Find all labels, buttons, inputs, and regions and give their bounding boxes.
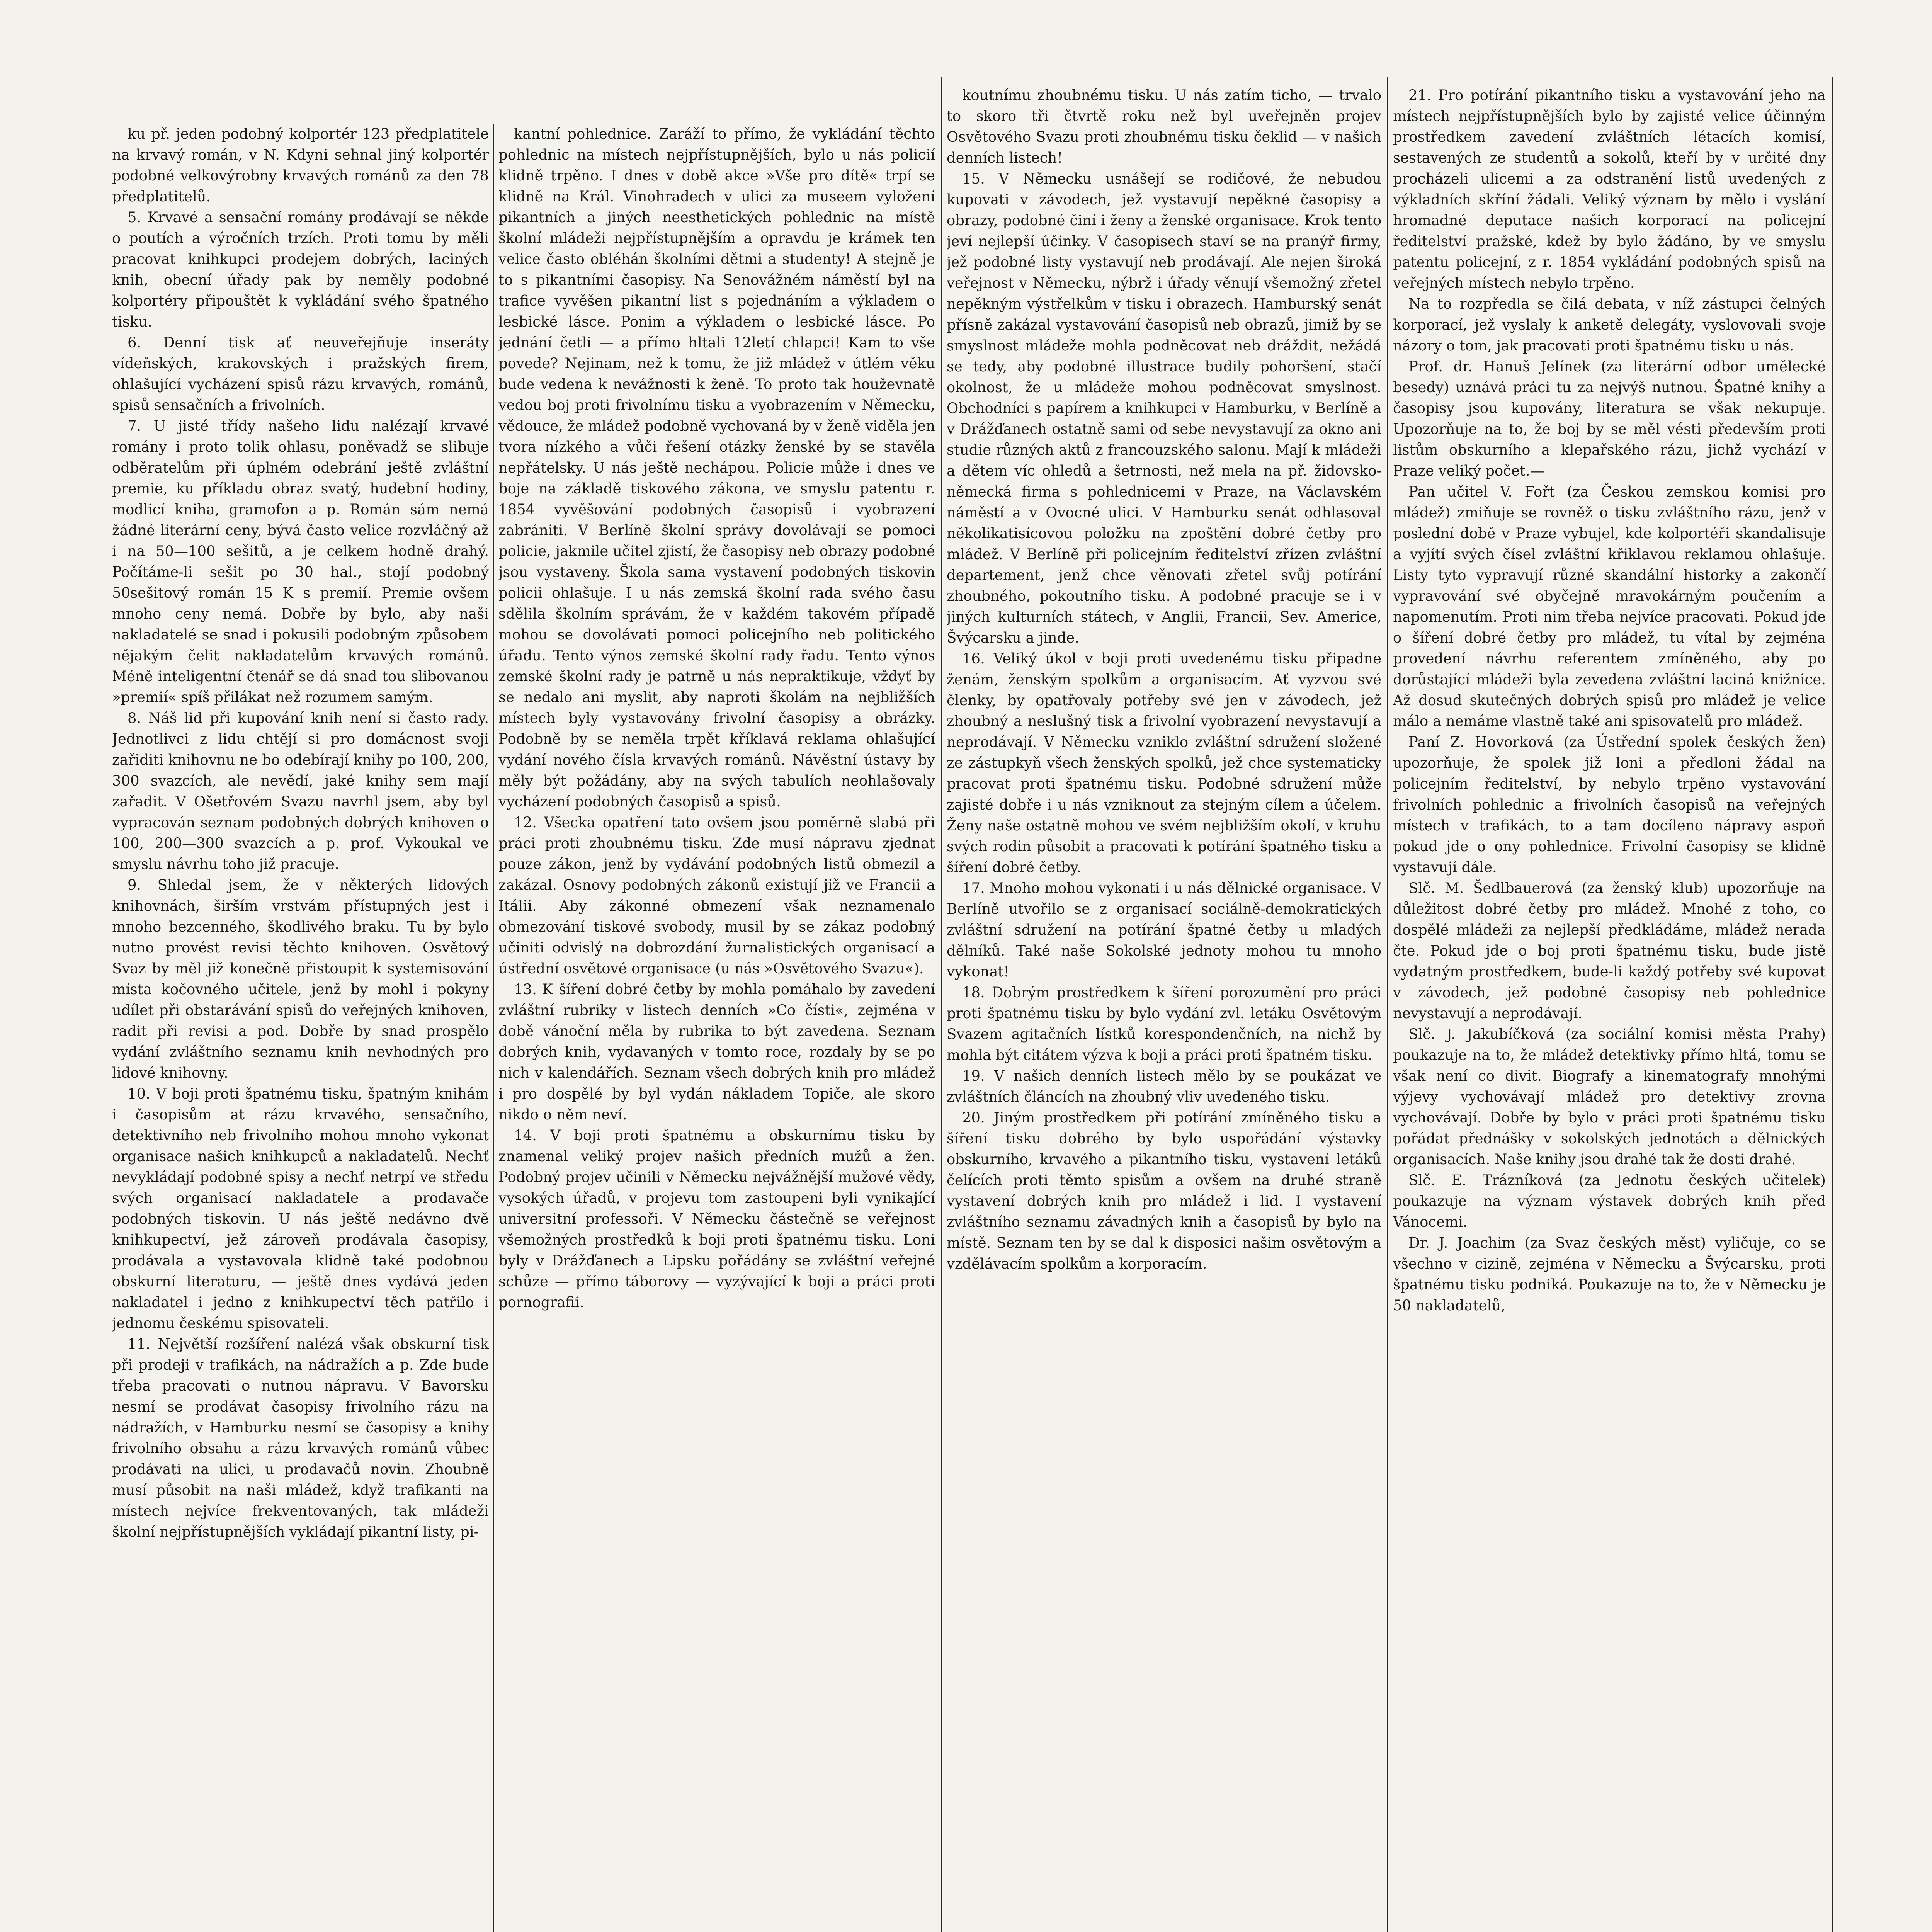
paragraph: 6. Denní tisk ať neuveřejňuje inseráty vídeňských, krakovských i pražských firem, ohlašující vycházení spisů rázu krvavých, románů, spisů sensačních a frivolních. <box>112 334 489 413</box>
paragraph: koutnímu zhoubnému tisku. U nás zatím ticho, — trvalo to skoro tři čtvrtě roku než byl uveřejněn projev Osvětového Svazu proti zhoubnému tisku čeklid — v našich denních listech! <box>947 87 1381 166</box>
column-rule <box>1832 77 1833 1932</box>
column-rule <box>1387 77 1388 1932</box>
paragraph: Na to rozpředla se čilá debata, v níž zástupci čelných korporací, jež vyslaly k anketě delegáty, vyslovovali svoje názory o tom, jak pracovati proti špatnému tisku u nás. <box>1393 296 1826 354</box>
paragraph: 10. V boji proti špatnému tisku, špatným knihám i časopisům at rázu krvavého, sensačního, detektivního neb frivolního mohou mnoho vykonat organisace našich knihkupců a nakladatelů. Nechť nevykládají podobné spisy a nechť netrpí ve středu svých organisací nakladatele a prodavače podobných tiskovin. U nás ještě nedávno dvě knihkupectví, jež zároveň prodávala časopisy, prodávala a vystavovala klidně také podobnou obskurní literaturu, — ještě dnes vydává jeden nakladatel i jedno z knihkupectví těch patřilo i jednomu českému spisovateli. <box>112 1085 489 1332</box>
paragraph: Slč. J. Jakubíčková (za sociální komisi města Prahy) poukazuje na to, že mládež detektivky přímo hltá, tomu se však není co divit. Biografy a kinematografy mnohými výjevy vychovávají mládež pro detektivy zrovna vychovávají. Dobře by bylo v práci proti špatnému tisku pořádat přednášky v sokolských jednotách a dělnických organisacích. Naše knihy jsou drahé tak že dosti drahé. <box>1393 1026 1826 1168</box>
article-column-2 <box>498 124 935 1932</box>
paragraph: 12. Všecka opatření tato ovšem jsou poměrně slabá při práci proti zhoubnému tisku. Zde musí nápravu zjednat pouze zákon, jenž by vydávání podobných listů obmezil a zakázal. Osnovy podobných zákonů existují již ve Francii a Itálii. Aby zákonné obmezení však neznamenalo obmezování tiskové svobody, musil by se zákaz podobný učiniti odvislý na dobrozdání žurnalistických organisací a ústřední osvětové organisace (u nás »Osvětového Svazu«). <box>498 814 935 977</box>
column-rule <box>941 77 942 1932</box>
paragraph: Pan učitel V. Fořt (za Českou zemskou komisi pro mládež) zmiňuje se rovněž o tisku zvláštního rázu, jenž v poslední době v Praze vybujel, kde kolportéři skandalisuje a vyjítí svých čísel zvláštní křiklavou reklamou ohlašuje. Listy tyto vypravují různé skandální historky a zakončí vypravování své obyčejně mravokárným poučením a napomenutím. Proti nim třeba nejvíce pracovati. Pokud jde o šíření dobré četby pro mládež, tu vítal by zejména provedení návrhu referentem zmíněného, aby po dorůstající mládeži byla zevedena zvláštní laciná knižnice. Až dosud skutečných dobrých spisů pro mládež je velice málo a nemáme vlastně také ani spisovatelů pro mládež. <box>1393 483 1826 730</box>
paragraph: Prof. dr. Hanuš Jelínek (za literární odbor umělecké besedy) uznává práci tu za nejvýš nutnou. Špatné knihy a časopisy jsou kupovány, literatura se však nekupuje. Upozorňuje na to, že boj by se měl vésti především proti listům obskurního a klepařského rázu, jichž vychází v Praze veliký počet.— <box>1393 358 1826 479</box>
paragraph: ku př. jeden podobný kolportér 123 předplatitele na krvavý román, v N. Kdyni sehnal jiný kolportér podobné velkovýrobny krvavých románů za den 78 předplatitelů. <box>112 126 489 205</box>
article-column-3 <box>947 85 1381 1932</box>
paragraph: 17. Mnoho mohou vykonati i u nás dělnické organisace. V Berlíně utvořilo se z organisací sociálně-demokratických zvláštní sdružení na potírání špatné četby u mladých dělníků. Také naše Sokolské jednoty mohou tu mnoho vykonat! <box>947 880 1381 980</box>
paragraph: 18. Dobrým prostředkem k šíření porozumění pro práci proti špatnému tisku by bylo vydání zvl. letáku Osvětovým Svazem agitačních lístků korespondenčních, na nichž by mohla být citátem výzva k boji a práci proti špatném tisku. <box>947 984 1381 1063</box>
paragraph: 15. V Německu usnášejí se rodičové, že nebudou kupovati v závodech, jež vystavují nepěkné časopisy a obrazy, podobné činí i ženy a ženské organisace. Krok tento jeví nejlepší účinky. V časopisech staví se na pranýř firmy, jež podobné listy vystavují neb prodávají. Ale nejen široká veřejnost v Německu, nýbrž i úřady věnují všemožný zřetel nepěkným výstřelkům v tisku i obrazech. Hamburský senát přísně zakázal vystavování časopisů neb obrazů, jimiž by se smyslnost mládeže mohla podněcovat neb dráždit, nežádá se tedy, aby podobné illustrace budily pohoršení, stačí okolnost, že u mládeže mohou podněcovat smyslnost. Obchodníci s papírem a knihkupci v Hamburku, v Berlíně a v Drážďanech ostatně sami od sebe nevystavují za okno ani studie různých aktů z francouzského salonu. Mají k mládeži a dětem víc ohledů a šetrnosti, než mela na př. židovsko-německá firma s pohlednicemi v Praze, na Václavském náměstí a v Ovocné ulici. V Hamburku senát odhlasoval několikatisícovou položku na zpoštění dobré četby pro mládež. V Berlíně při policejním ředitelství zřízen zvláštní departement, jenž chce věnovati zřetel svůj potírání zhoubného, pokoutního tisku. A podobné pracuje se i v jiných kulturních státech, v Anglii, Francii, Sev. Americe, Švýcarsku a jinde. <box>947 170 1381 646</box>
paragraph: 13. K šíření dobré četby by mohla pomáhalo by zavedení zvláštní rubriky v listech denních »Co čísti«, zejména v době vánoční měla by rubrika to být zavedena. Seznam dobrých knih, vydavaných v tomto roce, rozdaly by se po nich v kalendářích. Seznam všech dobrých knih pro mládež i pro dospělé by byl vydán nákladem Topiče, ale skoro nikdo o něm neví. <box>498 981 935 1123</box>
paragraph: Paní Z. Hovorková (za Ústřední spolek českých žen) upozorňuje, že spolek již loni a předloni žádal na policejním ředitelství, by nebylo trpěno vystavování frivolních pohlednic a frivolních časopisů na veřejných místech v trafikách, to a tam docíleno nápravy aspoň pokud jde o ony pohlednice. Frivolní časopisy se klidně vystavují dále. <box>1393 734 1826 876</box>
article-column-4 <box>1393 85 1826 1932</box>
paragraph: 7. U jisté třídy našeho lidu nalézají krvavé romány i proto tolik ohlasu, poněvadž se slibuje odběratelům při úplném odebrání ještě zvláštní premie, ku příkladu obraz svatý, hudební hodiny, modlicí kniha, gramofon a p. Román sám nemá žádné literární ceny, bývá často velice rozvláčný až i na 50—100 sešitů, a je celkem hodně drahý. Počítáme-li sešit po 30 hal., stojí podobný 50sešitový román 15 K s premií. Premie ovšem mnoho ceny nemá. Dobře by bylo, aby naši nakladatelé se snad i pokusili podobným způsobem nějakým čelit nakladatelům krvavých románů. Méně inteligentní čtenář se dá snad tou slibovanou »premií« spíš přilákat než rozumem samým. <box>112 418 489 706</box>
paragraph: 19. V našich denních listech mělo by se poukázat ve zvláštních článcích na zhoubný vliv uvedeného tisku. <box>947 1068 1381 1105</box>
paragraph: 20. Jiným prostředkem při potírání zmíněného tisku a šíření tisku dobrého by bylo uspořádání výstavky obskurního, krvavého a pikantního tisku, vystavení letáků čelících proti těmto spisům a ovšem na druhé straně vystavení dobrých knih pro mládež i lid. I vystavení zvláštního seznamu závadných knih a časopisů by bylo na místě. Seznam ten by se dal k disposici našim osvětovým a vzdělávacím spolkům a korporacím. <box>947 1109 1381 1272</box>
paragraph: 8. Náš lid při kupování knih není si často rady. Jednotlivci z lidu chtějí si pro domácnost svoji zařiditi knihovnu ne bo odebírají knihy po 100, 200, 300 svazcích, ale nevědí, jaké knihy sem mají zařadit. V Ošetřovém Svazu navrhl jsem, aby byl vypracován seznam podobných dobrých knihoven o 100, 200—300 svazcích a p. prof. Vykoukal ve smyslu návrhu toho již pracuje. <box>112 710 489 872</box>
paragraph: Dr. J. Joachim (za Svaz českých měst) vyličuje, co se všechno v cizině, zejména v Německu a Švýcarsku, proti špatnému tisku podniká. Poukazuje na to, že v Německu je 50 nakladatelů, <box>1393 1235 1826 1314</box>
column-rule <box>493 124 494 1932</box>
paragraph: kantní pohlednice. Zaráží to přímo, že vykládání těchto pohlednic na místech nejpřístupnějších, bylo u nás policií klidně trpěno. I dnes v době akce »Vše pro dítě« trpí se klidně na Král. Vinohradech v ulici za museem vyložení pikantních a jiných neesthetických pohlednic na místě školní mládeži nejpřístupnějším a opravdu je krámek ten velice často obléhán školními dětmi a studenty! A stejně je to s pikantními časopisy. Na Senovážném náměstí byl na trafice vyvěšen pikantní list s pojednáním a výkladem o lesbické lásce. Ponim a výkladem o lesbické lásce. Po jednání četli — a přímo hltali 12letí chlapci! Kam to vše povede? Nejinam, než k tomu, že již mládež v útlém věku bude vedena k nevážnosti k ženě. To proto tak houževnatě vedou boj proti frivolnímu tisku a vyobrazením v Německu, vědouce, že mládež podobně vychovaná by v ženě viděla jen tvora nízkého a vůči řešení otázky ženské by se stavěla nepřátelsky. U nás ještě nechápou. Policie může i dnes ve boje na základě tiskového zákona, ve smyslu patentu r. 1854 vyvěšování podobných časopisů i vyobrazení zabrániti. V Berlíně školní správy dovolávají se pomoci policie, jakmile učitel zjistí, že časopisy neb obrazy podobné jsou vystaveny. Škola sama vystavení podobných tiskovin policii ohlašuje. I u nás zemská školní rada svého času sdělila školním správám, že v každém takovém případě mohou se dovolávati pomoci policejního neb politického úřadu. Tento výnos zemské školní rady řadu. Tento výnos zemské školní rady je patrně u nás nepraktikuje, vždyť by se nedalo ani myslit, aby naproti školám na nejbližších místech byly vystavovány frivolní časopisy a obrázky. Podobně by se neměla trpět kříklavá reklama ohlašující vydání nového čísla krvavých románů. Návěstní ústavy by měly být požádány, aby na svých tabulích neohlašovaly vycházení podobných časopisů a spisů. <box>498 126 935 810</box>
paragraph: 21. Pro potírání pikantního tisku a vystavování jeho na místech nejpřístupnějších bylo by zajisté velice účinným prostředkem zavedení zvláštních létacích komisí, sestavených ze studentů a sokolů, kteří by v určité dny procházeli ulicemi a za odstranění listů uvedených z výkladních skříní žádali. Veliký význam by mělo i vyslání hromadné deputace našich korporací na policejní ředitelství pražské, kdež by bylo žádáno, by ve smyslu patentu policejní, z r. 1854 vykládání podobných spisů na veřejných místech nebylo trpěno. <box>1393 87 1826 291</box>
paragraph: 5. Krvavé a sensační romány prodávají se někde o poutích a výročních trzích. Proti tomu by měli pracovat knihkupci prodejem dobrých, laciných knih, obecní úřady pak by neměly podobné kolportéry připouštět k vykládání svého špatného tisku. <box>112 209 489 330</box>
paragraph: Slč. E. Trázníková (za Jednotu českých učitelek) poukazuje na význam výstavek dobrých knih před Vánocemi. <box>1393 1172 1826 1230</box>
paragraph: 11. Největší rozšíření nalézá však obskurní tisk při prodeji v trafikách, na nádražích a p. Zde bude třeba pracovati o nutnou nápravu. V Bavorsku nesmí se prodávat časopisy frivolního rázu na nádražích, v Hamburku nesmí se časopisy a knihy frivolního obsahu a rázu krvavých románů vůbec prodávati na ulici, u prodavačů novin. Zhoubně musí působit na naši mládež, když trafikanti na místech nejvíce frekventovaných, tak mládeži školní nejpřístupnějších vykládají pikantní listy, pi- <box>112 1336 489 1540</box>
article-column-1 <box>112 124 489 1932</box>
paragraph: 16. Veliký úkol v boji proti uvedenému tisku připadne ženám, ženským spolkům a organisacím. Ať vyzvou své členky, by opatřovaly potřeby své jen v závodech, jež zhoubný a neslušný tisk a frivolní vyobrazení nevystavují a neprodávají. V Německu vzniklo zvláštní sdružení složené ze zástupkyň všech ženských spolků, jež chce systematicky pracovat proti špatnému tisku. Podobné sdružení může zajisté dobře i u nás vzniknout za stejným cílem a účelem. Ženy naše ostatně mohou ve svém nejbližším okolí, v kruhu svých rodin působit a pracovati k potírání špatného tisku a šíření dobré četby. <box>947 650 1381 876</box>
paragraph: 9. Shledal jsem, že v některých lidových knihovnách, širším vrstvám přístupných jest i mnoho bezcenného, škodlivého braku. Tu by bylo nutno provést revisi těchto knihoven. Osvětový Svaz by měl již konečně přistoupit k systemisování místa kočovného učitele, jenž by mohl i pokyny udílet při obstarávání spisů do veřejných knihoven, radit při revisi a pod. Dobře by snad prospělo vydání zvláštního seznamu knih nevhodných pro lidové knihovny. <box>112 877 489 1081</box>
paragraph: Slč. M. Šedlbauerová (za ženský klub) upozorňuje na důležitost dobré četby pro mládež. Mnohé z toho, co dospělé mládeži za nejlepší předkládáme, mládež nerada čte. Pokud jde o boj proti špatnému tisku, bude jistě vydatným prostředkem, bude-li každý potřeby své kupovat v závodech, jež podobné časopisy neb pohlednice nevystavují a neprodávají. <box>1393 880 1826 1022</box>
paragraph: 14. V boji proti špatnému a obskurnímu tisku by znamenal veliký projev našich předních mužů a žen. Podobný projev učinili v Německu nejvážnější mužové vědy, vysokých úřadů, v projevu tom zastoupeni byli vynikající universitní professoři. V Německu částečně se veřejnost všemožných prostředků k boji proti špatnému tisku. Loni byly v Drážďanech a Lipsku pořádány se zvláštní veřejné schůze — přímo táborovy — vyzývající k boji a práci proti pornografii. <box>498 1127 935 1311</box>
